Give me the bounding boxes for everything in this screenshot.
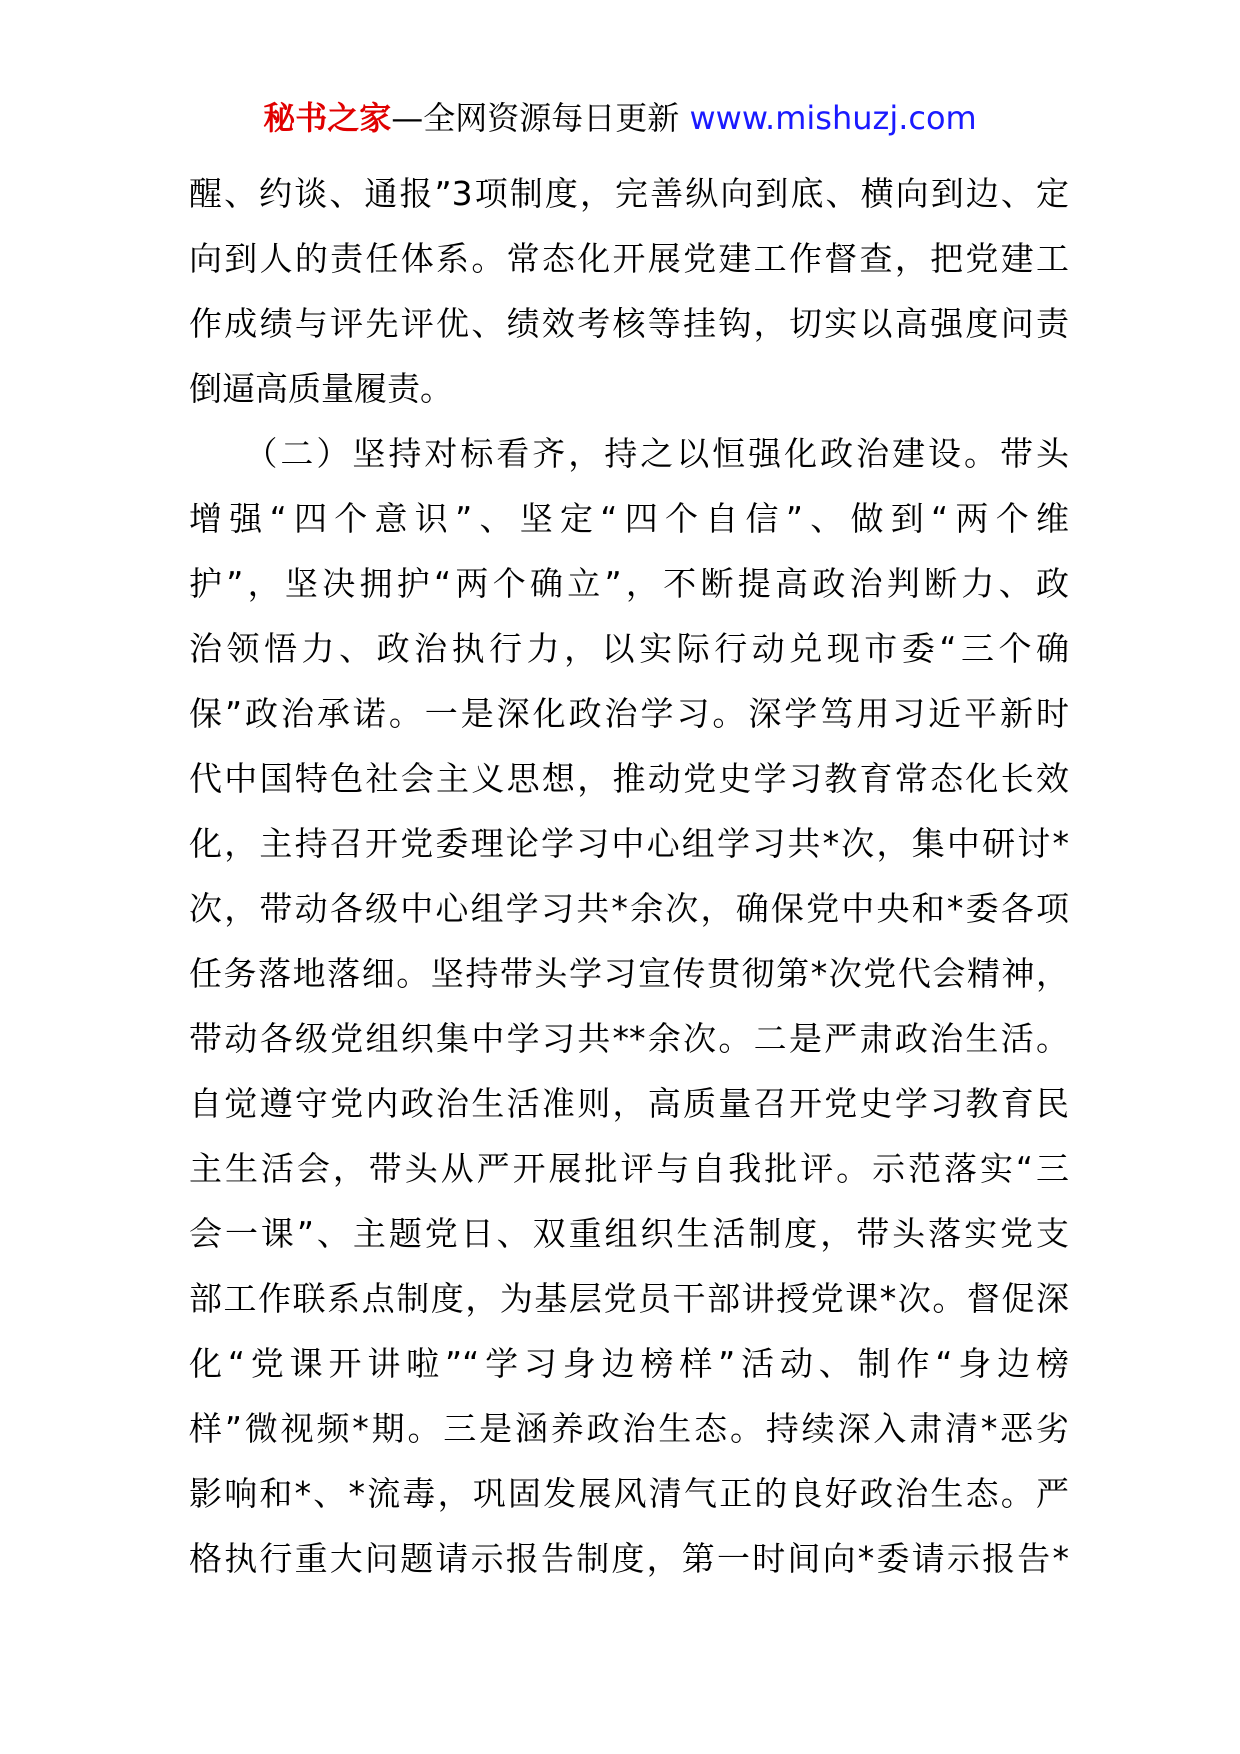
text-line-17: 会一课”、主题党日、双重组织生活制度，带头落实党支 — [189, 1214, 1069, 1253]
text-line-3: 作成绩与评先评优、绩效考核等挂钩，切实以高强度问责 — [189, 304, 1069, 343]
text-line-9: 保”政治承诺。一是深化政治学习。深学笃用习近平新时 — [189, 694, 1069, 733]
header-url-link[interactable]: www.mishuzj.com — [689, 99, 977, 137]
text-line-10: 代中国特色社会主义思想，推动党史学习教育常态化长效 — [189, 759, 1069, 798]
document-body — [189, 161, 1069, 1591]
text-line-2: 向到人的责任体系。常态化开展党建工作督查，把党建工 — [189, 239, 1069, 278]
text-line-19: 化“党课开讲啦”“学习身边榜样”活动、制作“身边榜 — [189, 1344, 1069, 1383]
text-line-6: 增强“四个意识”、坚定“四个自信”、做到“两个维 — [189, 499, 1069, 538]
text-line-21: 影响和*、*流毒，巩固发展风清气正的良好政治生态。严 — [189, 1474, 1069, 1513]
text-line-16: 主生活会，带头从严开展批评与自我批评。示范落实“三 — [189, 1149, 1069, 1188]
header-tagline: —全网资源每日更新 — [391, 99, 690, 137]
text-line-1: 醒、约谈、通报”3项制度，完善纵向到底、横向到边、定 — [189, 174, 1069, 213]
text-line-15: 自觉遵守党内政治生活准则，高质量召开党史学习教育民 — [189, 1084, 1069, 1123]
text-line-22: 格执行重大问题请示报告制度，第一时间向*委请示报告* — [189, 1539, 1069, 1578]
text-line-7: 护”，坚决拥护“两个确立”，不断提高政治判断力、政 — [189, 564, 1069, 603]
text-line-12: 次，带动各级中心组学习共*余次，确保党中央和*委各项 — [189, 889, 1069, 928]
brand-name: 秘书之家 — [263, 99, 392, 137]
text-line-8: 治领悟力、政治执行力，以实际行动兑现市委“三个确 — [189, 629, 1069, 668]
text-line-20: 样”微视频*期。三是涵养政治生态。持续深入肃清*恶劣 — [189, 1409, 1069, 1448]
text-line-4: 倒逼高质量履责。 — [189, 369, 453, 408]
text-line-11: 化，主持召开党委理论学习中心组学习共*次，集中研讨* — [189, 824, 1069, 863]
text-line-13: 任务落地落细。坚持带头学习宣传贯彻第*次党代会精神， — [189, 954, 1069, 993]
page-header — [0, 96, 1240, 140]
text-line-14: 带动各级党组织集中学习共**余次。二是严肃政治生活。 — [189, 1019, 1069, 1058]
text-line-5: （二）坚持对标看齐，持之以恒强化政治建设。带头 — [189, 434, 1069, 473]
text-line-18: 部工作联系点制度，为基层党员干部讲授党课*次。督促深 — [189, 1279, 1069, 1318]
